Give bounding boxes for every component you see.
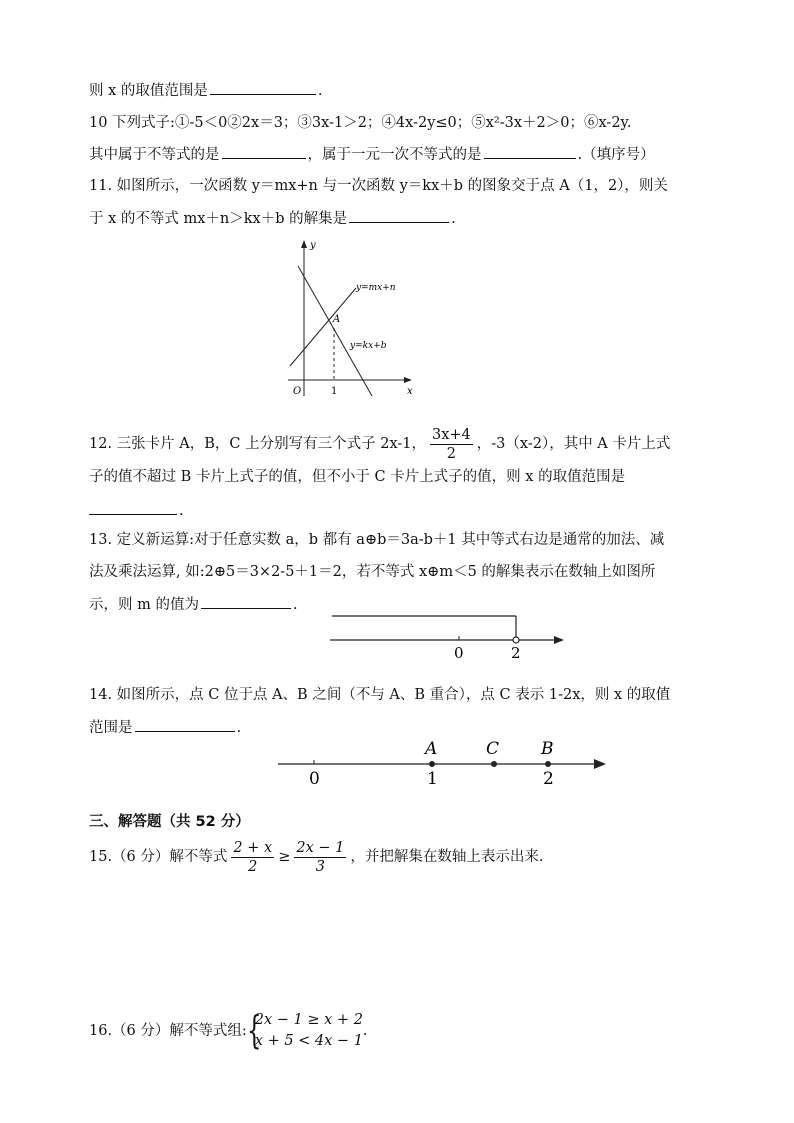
- q12-line1: 12. 三张卡片 A，B，C 上分别写有三个式子 2x-1， $\frac{3x+4}{2}$ ，-3（x-2），其中 A 卡片上式: [89, 426, 671, 462]
- label-2: 2: [511, 644, 521, 662]
- q15-line: 15.（6 分）解不等式 $\frac{2 + x}{2}$ ≥ $\frac{2x - 1}{3}$ ，并把解集在数轴上表示出来.: [89, 839, 544, 875]
- point-c: [491, 761, 497, 767]
- answer-blank[interactable]: [89, 500, 177, 515]
- label-line-mxn: y=mx+n: [356, 283, 396, 293]
- q10-line2: 其中属于不等式的是 ，属于一元一次不等式的是 .（填序号）: [89, 144, 655, 165]
- answer-blank[interactable]: [222, 144, 306, 159]
- q12-line2: 子的值不超过 B 卡片上式子的值，但不小于 C 卡片上式子的值，则 x 的取值范围是: [89, 469, 626, 485]
- answer-blank[interactable]: [484, 144, 576, 159]
- q16-line: 16.（6 分）解不等式组: { 2x − 1 ≥ x + 2 x + 5 < 4x − 1 .: [89, 1008, 368, 1052]
- section-heading: 三、解答题（共 52 分）: [89, 814, 250, 830]
- point-a: [429, 761, 435, 767]
- answer-blank[interactable]: [135, 717, 235, 732]
- label-2: 2: [543, 769, 554, 789]
- q10-line1: 10 下列式子:①-5＜0②2x＝3；③3x-1＞2；④4x-2y≤0；⑤x²-3x＋2＞0；⑥x-2y.: [89, 115, 632, 131]
- q15-fraction-left: $\frac{2 + x}{2}$: [233, 839, 273, 875]
- q11-line2: 于 x 的不等式 mx＋n＞kx＋b 的解集是 .: [89, 208, 456, 229]
- line-mx-plus-n: [290, 288, 356, 366]
- answer-blank[interactable]: [349, 208, 449, 223]
- q13-line2: 法及乘法运算, 如:2⊕5＝3×2-5＋1＝2，若不等式 x⊕m＜5 的解集表示在数轴上如图所: [89, 564, 656, 580]
- q15-fraction-right: $\frac{2x - 1}{3}$: [296, 839, 345, 875]
- q14-number-line: [276, 734, 608, 792]
- label-line-kxb: y=kx+b: [350, 341, 387, 351]
- q9-tail: 则 x 的取值范围是 .: [89, 80, 323, 101]
- axis-arrow: [594, 759, 606, 769]
- label-1: 1: [427, 769, 438, 789]
- q16-inequality-system: { 2x − 1 ≥ x + 2 x + 5 < 4x − 1: [246, 1008, 363, 1052]
- label-y: y: [310, 240, 316, 251]
- open-endpoint: [513, 637, 519, 643]
- label-0: 0: [454, 644, 464, 662]
- q12-line3: .: [89, 500, 184, 521]
- brace-icon: {: [246, 1008, 262, 1052]
- q13-number-line: [326, 608, 570, 664]
- q14-line1: 14. 如图所示，点 C 位于点 A、B 之间（不与 A、B 重合），点 C 表示 1-2x，则 x 的取值: [89, 687, 671, 703]
- label-one: 1: [331, 386, 338, 397]
- label-point-a: A: [333, 314, 341, 325]
- point-b: [545, 761, 551, 767]
- axis-arrow: [554, 636, 564, 644]
- label-0: 0: [309, 769, 320, 789]
- x-axis-arrow: [404, 377, 412, 383]
- q13-line3: 示，则 m 的值为 .: [89, 594, 298, 615]
- label-a: A: [425, 739, 438, 759]
- q12-fraction: $\frac{3x+4}{2}$: [432, 426, 471, 462]
- q13-line1: 13. 定义新运算:对于任意实数 a，b 都有 a⊕b＝3a-b＋1 其中等式右边是通常的加法、减: [89, 532, 665, 548]
- label-origin: O: [293, 386, 302, 397]
- label-b: B: [541, 739, 554, 759]
- answer-blank[interactable]: [210, 80, 316, 95]
- label-c: C: [486, 739, 500, 759]
- q11-function-graph: [280, 236, 420, 402]
- y-axis-arrow: [301, 240, 307, 248]
- label-x: x: [407, 386, 413, 397]
- q11-line1: 11. 如图所示，一次函数 y＝mx+n 与一次函数 y＝kx＋b 的图象交于点 A（1，2），则关: [89, 178, 668, 194]
- answer-blank[interactable]: [201, 594, 291, 609]
- q14-line2: 范围是 .: [89, 717, 241, 738]
